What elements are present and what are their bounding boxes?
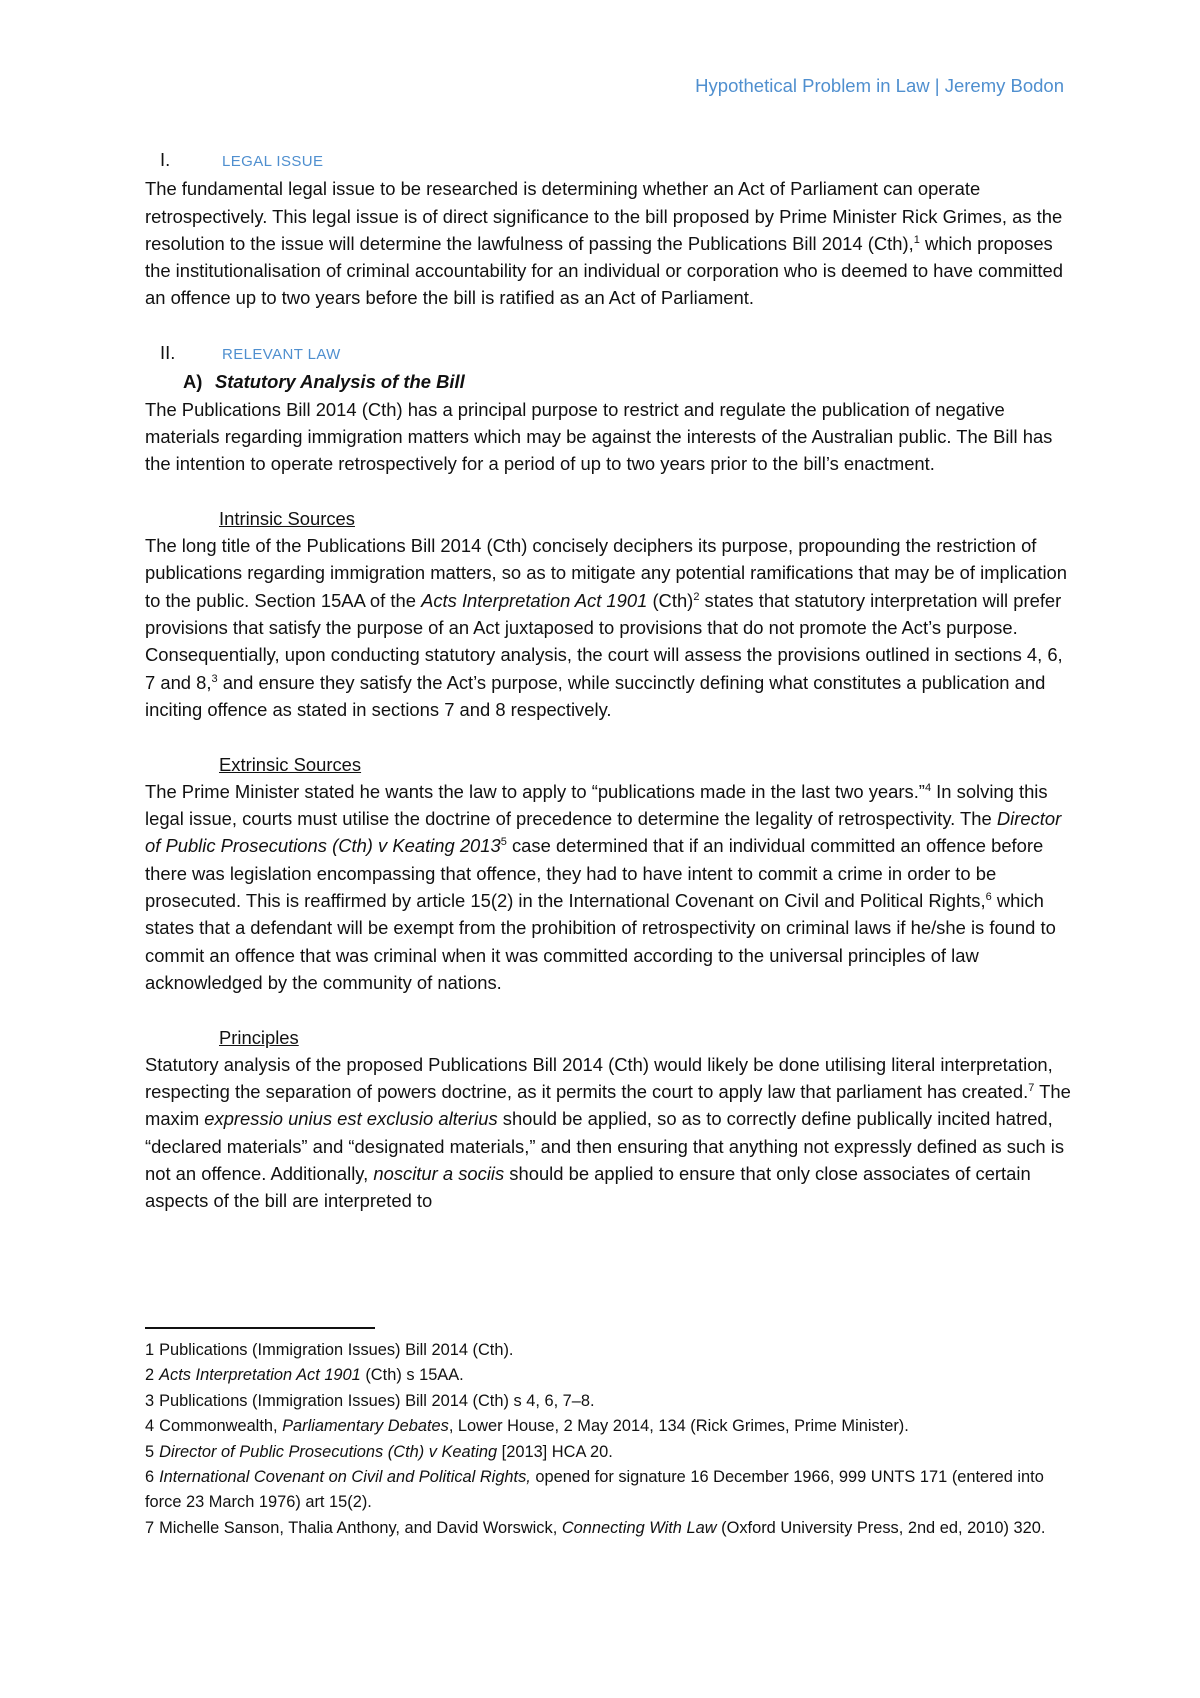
subsection-number: A) [183, 371, 203, 393]
footnote-ref: 4 [924, 781, 932, 794]
footnote-separator [145, 1327, 375, 1329]
section-heading-relevant-law [160, 339, 1075, 368]
extrinsic-sources-paragraph: The Prime Minister stated he wants the law to apply to “publications made in the last two years.”$^4$ In solving this legal issue, courts must utilise the doctrine of precedence to determine the legality of retrospectivity. The Director of Public Prosecutions (Cth) v Keating 2013$^5$ case determined that if an individual committed an offence before there was legislation encompassing that offence, they had to have intent to commit a crime in order to be prosecuted. This is reaffirmed by article 15(2) in the International Covenant on Civil and Political Rights,$^6$ which states that a defendant will be exempt from the prohibition of retrospectivity on criminal laws if he/she is found to commit an offence that was criminal when it was committed according to the universal principles of law acknowledged by the community of nations. [145, 780, 1062, 993]
legal-issue-paragraph: The fundamental legal issue to be researched is determining whether an Act of Parliament can operate retrospectively. This legal issue is of direct significance to the bill proposed by Prime Minister Rick Grimes, as the resolution to the issue will determine the lawfulness of passing the Publications Bill 2014 (Cth),$^1$ which proposes the institutionalisation of criminal accountability for an individual or corporation who is deemed to have committed an offence up to two years before the bill is ratified as an Act of Parliament. [145, 178, 1063, 309]
principles-heading: Principles [219, 1026, 299, 1048]
footnotes [145, 1338, 1075, 1541]
section-number: I. [160, 149, 171, 170]
footnote-6: 6 International Covenant on Civil and Political Rights, opened for signature 16 December 1966, 999 UNTS 171 (entered into force 23 March 1976) art 15(2). [145, 1468, 1044, 1512]
section-title: LEGAL ISSUE [222, 153, 324, 170]
footnote-ref: 5 [500, 836, 507, 849]
subheading-statutory-analysis [183, 368, 1075, 395]
footnote-4: 4 Commonwealth, Parliamentary Debates, Lower House, 2 May 2014, 134 (Rick Grimes, Prime Minister). [145, 1417, 909, 1436]
footnote-ref: 6 [985, 890, 992, 903]
footnote-2: 2 Acts Interpretation Act 1901 (Cth) s 15AA. [145, 1366, 464, 1385]
footnote-1: 1 Publications (Immigration Issues) Bill 2014 (Cth). [145, 1341, 514, 1359]
footnote-ref: 2 [693, 590, 700, 603]
intrinsic-sources-heading: Intrinsic Sources [219, 507, 355, 529]
footnote-ref: 7 [1028, 1081, 1035, 1094]
subsection-title: Statutory Analysis of the Bill [215, 371, 465, 393]
principles-paragraph: Statutory analysis of the proposed Publications Bill 2014 (Cth) would likely be done utilising literal interpretation, respecting the separation of powers doctrine, as it permits the court to apply law that parliament has created.$^7$ The maxim expressio unius est exclusio alterius should be applied, so as to correctly define publically incited hatred, “declared materials” and “designated materials,” and then ensuring that anything not expressly defined as such is not an offence. Additionally, noscitur a sociis should be applied to ensure that only close associates of certain aspects of the bill are interpreted to [145, 1053, 1071, 1212]
footnote-ref: 1 [913, 233, 920, 246]
intrinsic-sources-paragraph: The long title of the Publications Bill 2014 (Cth) concisely deciphers its purpose, propounding the restriction of publications regarding immigration matters, so as to mitigate any potential ramifications that may be of implication to the public. Section 15AA of the Acts Interpretation Act 1901 (Cth)$^2$ states that statutory interpretation will prefer provisions that satisfy the purpose of an Act juxtaposed to provisions that do not promote the Act’s purpose. Consequentially, upon conducting statutory analysis, the court will assess the provisions outlined in sections 4, 6, 7 and 8,$^3$ and ensure they satisfy the Act’s purpose, while succinctly defining what constitutes a publication and inciting offence as stated in sections 7 and 8 respectively. [145, 535, 1068, 720]
section-number: II. [160, 342, 176, 364]
section-title: RELEVANT LAW [222, 346, 341, 364]
statutory-analysis-paragraph: The Publications Bill 2014 (Cth) has a principal purpose to restrict and regulate the publication of negative materials regarding immigration matters which may be against the interests of the Australian public. The Bill has the intention to operate retrospectively for a period of up to two years prior to the bill’s enactment. [145, 398, 1053, 475]
footnote-5: 5 Director of Public Prosecutions (Cth) v Keating [2013] HCA 20. [145, 1442, 613, 1461]
extrinsic-sources-heading: Extrinsic Sources [219, 753, 362, 775]
section-heading-legal-issue [160, 146, 1075, 175]
running-header: Hypothetical Problem in Law | Jeremy Bodon [695, 75, 1064, 96]
footnote-3: 3 Publications (Immigration Issues) Bill 2014 (Cth) s 4, 6, 7–8. [145, 1391, 595, 1410]
document-body [145, 146, 1075, 1215]
footnote-ref: 3 [211, 672, 218, 685]
footnote-7: 7 Michelle Sanson, Thalia Anthony, and David Worswick, Connecting With Law (Oxford University Press, 2nd ed, 2010) 320. [145, 1518, 1046, 1537]
